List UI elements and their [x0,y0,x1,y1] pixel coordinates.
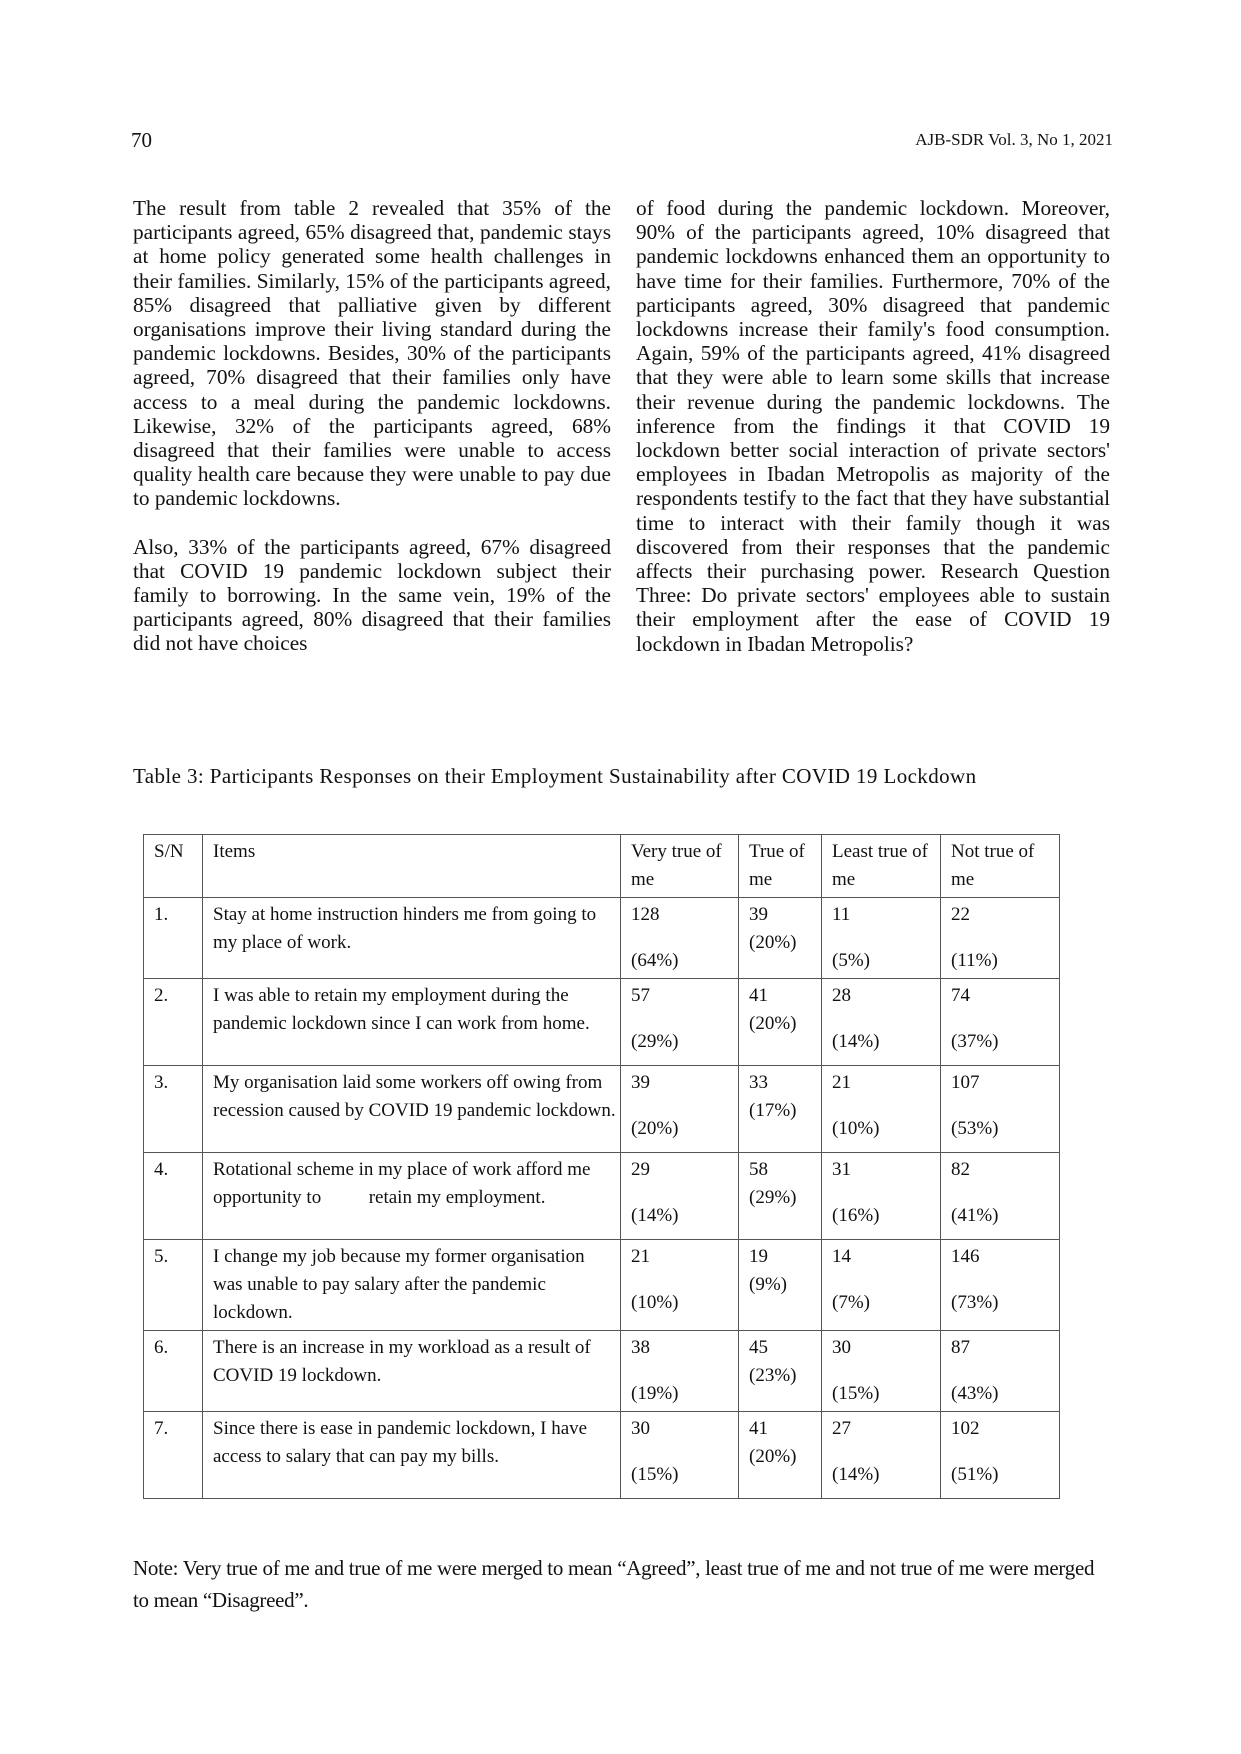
cell-item: Since there is ease in pandemic lockdown, I have access to salary that can pay my bills. [203,1412,621,1499]
table-row [144,1153,1060,1240]
cell-least-true [822,979,941,1066]
header-very-true: Very true of me [621,835,739,898]
header-true: True of me [739,835,822,898]
cell-true [739,1153,822,1240]
count: 30 [631,1418,650,1439]
cell-sn: 2. [144,979,203,1066]
cell-sn: 7. [144,1412,203,1499]
percent: (19%) [631,1383,679,1404]
table-row [144,1412,1060,1499]
cell-not-true [941,1412,1060,1499]
cell-very-true [621,979,739,1066]
cell-sn: 4. [144,1153,203,1240]
cell-item: There is an increase in my workload as a result of COVID 19 lockdown. [203,1331,621,1412]
percent: (10%) [631,1292,679,1313]
cell-true [739,898,822,979]
count: 29 [631,1159,650,1180]
percent: (37%) [951,1031,999,1052]
percent: (14%) [631,1205,679,1226]
cell-very-true [621,1412,739,1499]
count: 74 [951,985,970,1006]
cell-least-true [822,898,941,979]
count: 82 [951,1159,970,1180]
percent: (51%) [951,1464,999,1485]
table-caption: Table 3: Participants Responses on their Employment Sustainability after COVID 19 Lockdown [133,764,977,788]
cell-very-true [621,1066,739,1153]
count: 87 [951,1337,970,1358]
cell-not-true [941,1066,1060,1153]
cell-very-true [621,1240,739,1331]
count: 146 [951,1246,980,1267]
cell-item: Rotational scheme in my place of work afford me opportunity to retain my employment. [203,1153,621,1240]
cell-true [739,1066,822,1153]
count: 33 [749,1072,768,1093]
percent: (20%) [631,1118,679,1139]
paragraph: Also, 33% of the participants agreed, 67% disagreed that COVID 19 pandemic lockdown subject their family to borrowing. In the same vein, 19% of the participants agreed, 80% disagreed that their families did not have choices [133,534,611,656]
left-column [133,196,611,656]
percent: (20%) [749,1446,797,1467]
percent: (14%) [832,1464,880,1485]
right-column [636,196,1110,656]
cell-sn: 1. [144,898,203,979]
count: 14 [832,1246,851,1267]
count: 38 [631,1337,650,1358]
cell-very-true [621,1153,739,1240]
cell-sn: 6. [144,1331,203,1412]
cell-item: I was able to retain my employment during the pandemic lockdown since I can work from home. [203,979,621,1066]
cell-not-true [941,898,1060,979]
percent: (29%) [631,1031,679,1052]
cell-not-true [941,1240,1060,1331]
cell-very-true [621,898,739,979]
header-sn: S/N [144,835,203,898]
count: 102 [951,1418,980,1439]
cell-true [739,1412,822,1499]
cell-least-true [822,1412,941,1499]
cell-item: My organisation laid some workers off owing from recession caused by COVID 19 pandemic lockdown. [203,1066,621,1153]
count: 45 [749,1337,768,1358]
percent: (23%) [749,1365,797,1386]
count: 41 [749,1418,768,1439]
percent: (15%) [832,1383,880,1404]
table-row [144,1066,1060,1153]
cell-true [739,1240,822,1331]
page-number: 70 [131,128,152,152]
count: 28 [832,985,851,1006]
responses-table [143,834,1060,1499]
percent: (11%) [951,950,998,971]
percent: (9%) [749,1274,787,1295]
count: 39 [631,1072,650,1093]
percent: (41%) [951,1205,999,1226]
cell-true [739,979,822,1066]
count: 21 [631,1246,650,1267]
table-note: Note: Very true of me and true of me were merged to mean “Agreed”, least true of me and not true of me were merged to mean “Disagreed”. [133,1556,1095,1612]
header-not-true: Not true of me [941,835,1060,898]
cell-item: Stay at home instruction hinders me from going to my place of work. [203,898,621,979]
count: 30 [832,1337,851,1358]
cell-very-true [621,1331,739,1412]
paragraph: of food during the pandemic lockdown. Moreover, 90% of the participants agreed, 10% disagreed that pandemic lockdowns enhanced them an opportunity to have time for their families. Furthermore, 70% of the participants agreed, 30% disagreed that pandemic lockdowns increase their family's food consumption. Again, 59% of the participants agreed, 41% disagreed that they were able to learn some skills that increase their revenue during the pandemic lockdowns. The inference from the findings it that COVID 19 lockdown better social interaction of private sectors' employees in Ibadan Metropolis as majority of the respondents testify to the fact that they have substantial time to interact with their family though it was discovered from their responses that the pandemic affects their purchasing power. Research Question Three: Do private sectors' employees able to sustain their employment after the ease of COVID 19 lockdown in Ibadan Metropolis? [636,196,1110,656]
count: 21 [832,1072,851,1093]
percent: (20%) [749,1013,797,1034]
header-items: Items [203,835,621,898]
cell-sn: 5. [144,1240,203,1331]
cell-least-true [822,1066,941,1153]
percent: (64%) [631,950,679,971]
header-least-true: Least true of me [822,835,941,898]
table-row [144,1240,1060,1331]
running-head: AJB-SDR Vol. 3, No 1, 2021 [915,130,1113,149]
percent: (14%) [832,1031,880,1052]
cell-least-true [822,1240,941,1331]
percent: (20%) [749,932,797,953]
table-header-row [144,835,1060,898]
count: 22 [951,904,970,925]
count: 58 [749,1159,768,1180]
cell-sn: 3. [144,1066,203,1153]
cell-not-true [941,1331,1060,1412]
percent: (17%) [749,1100,797,1121]
cell-true [739,1331,822,1412]
count: 19 [749,1246,768,1267]
percent: (10%) [832,1118,880,1139]
cell-not-true [941,979,1060,1066]
percent: (16%) [832,1205,880,1226]
percent: (7%) [832,1292,870,1313]
count: 107 [951,1072,980,1093]
count: 27 [832,1418,851,1439]
count: 41 [749,985,768,1006]
cell-least-true [822,1153,941,1240]
cell-item: I change my job because my former organisation was unable to pay salary after the pandemic lockdown. [203,1240,621,1331]
count: 31 [832,1159,851,1180]
count: 57 [631,985,650,1006]
percent: (15%) [631,1464,679,1485]
percent: (43%) [951,1383,999,1404]
percent: (29%) [749,1187,797,1208]
table-row [144,1331,1060,1412]
table-row [144,898,1060,979]
count: 11 [832,904,851,925]
count: 39 [749,904,768,925]
count: 128 [631,904,660,925]
percent: (73%) [951,1292,999,1313]
percent: (5%) [832,950,870,971]
table-row [144,979,1060,1066]
paragraph: The result from table 2 revealed that 35% of the participants agreed, 65% disagreed that, pandemic stays at home policy generated some health challenges in their families. Similarly, 15% of the participants agreed, 85% disagreed that palliative given by different organisations improve their living standard during the pandemic lockdowns. Besides, 30% of the participants agreed, 70% disagreed that their families only have access to a meal during the pandemic lockdowns. Likewise, 32% of the participants agreed, 68% disagreed that their families were unable to access quality health care because they were unable to pay due to pandemic lockdowns. [133,196,611,511]
percent: (53%) [951,1118,999,1139]
cell-not-true [941,1153,1060,1240]
cell-least-true [822,1331,941,1412]
